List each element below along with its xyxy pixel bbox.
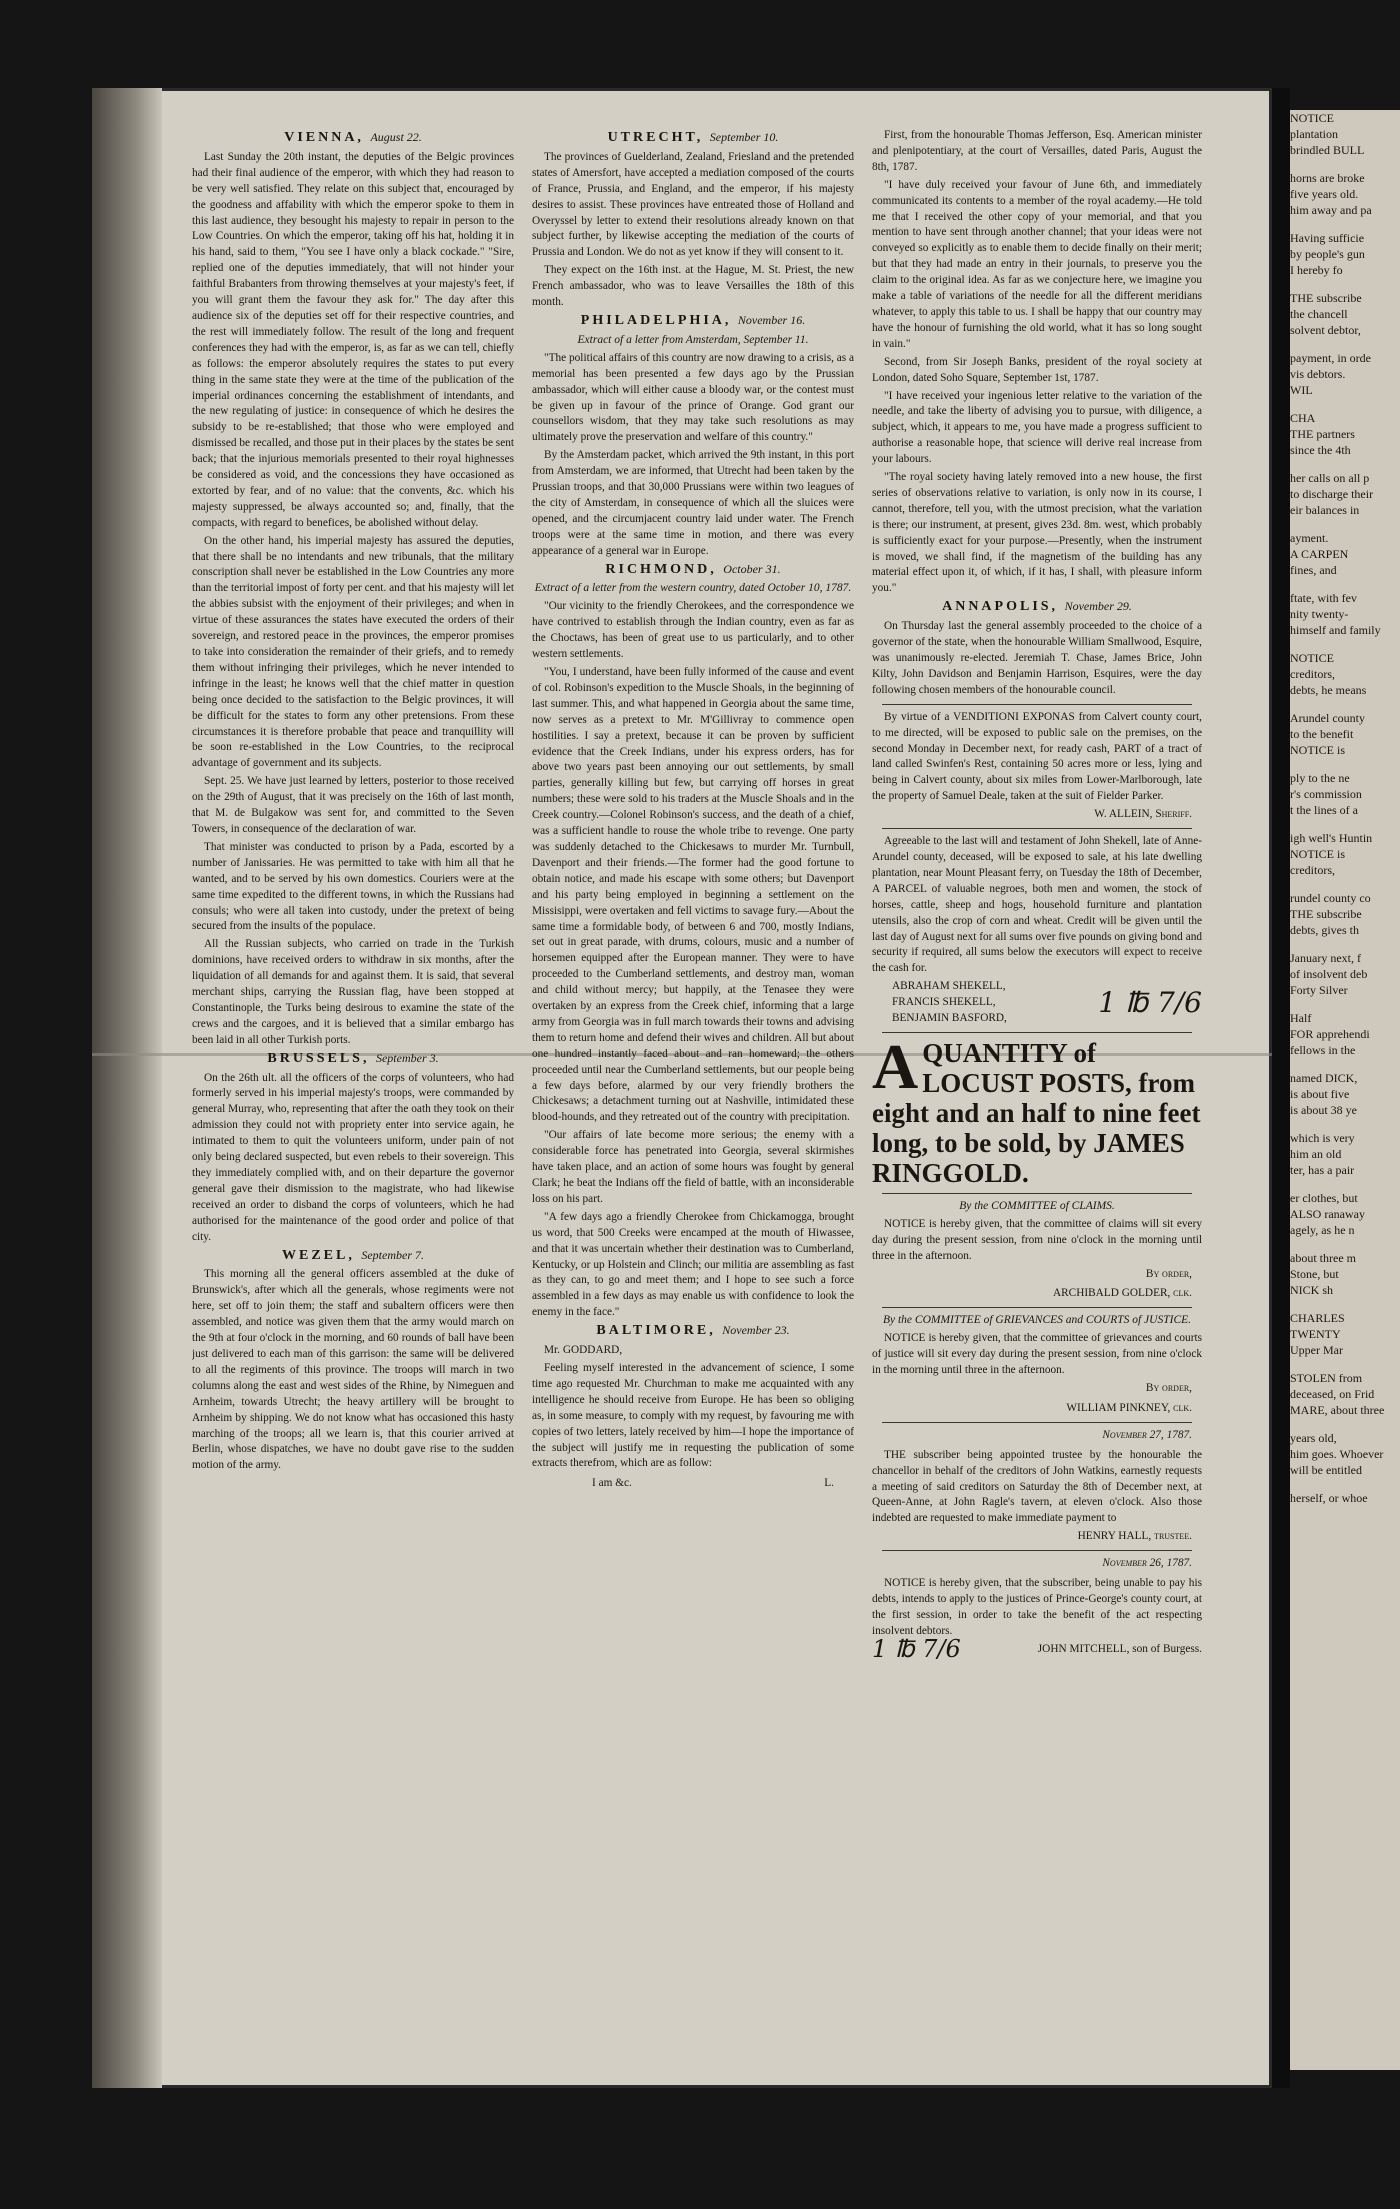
adjacent-page-line: him away and pa (1290, 203, 1372, 217)
adjacent-page-line: creditors, (1290, 667, 1335, 681)
divider (882, 1550, 1192, 1551)
article-paragraph: "I have duly received your favour of June 6th, and immediately communicated its contents to a member of the royal academy.—He told me that I received the other copy of your memorial, and that you mention to have sent through another channel; that your ideas were not conveyed so explicitly as to enable them to decide finally on their merit; but that they had made an entry in their journals, to preserve you the claim to the original idea. As far as we conjecture here, we imagine you make a table of variations of the needle for all the different meridians whatever, to apply this table to us. I shall be happy that our country may have the honour of furnishing the old world, what it has so long sought in vain." (872, 178, 1202, 350)
adjacent-page-line: STOLEN from (1290, 1371, 1363, 1385)
adjacent-page-line: rundel county co (1290, 891, 1371, 905)
locust-posts-ad: AQUANTITY of LOCUST POSTS, from eight and an half to nine feet long, to be sold, by JAMES RINGGOLD. (872, 1030, 1201, 1188)
adjacent-page-line: him an old (1290, 1147, 1342, 1161)
article-paragraph: The provinces of Guelderland, Zealand, Friesland and the pretended states of Amersfort, have accepted a mediation composed of the courts of France, Prussia, and England, and the emperor, if his majesty desires to assist. These provinces have entreated those of Holland and Overyssel by letter to extend their resolutions already known on that subject further, by likewise accepting the mediation of the courts of Prussia and London. We do not as yet know if they will consent to it. (532, 150, 854, 259)
article-paragraph: First, from the honourable Thomas Jefferson, Esq. American minister and plenipotentiary, at the court of Versailles, dated Paris, August the 8th, 1787. (872, 129, 1202, 173)
adjacent-page-line: Forty Silver (1290, 983, 1348, 997)
letter-closing: I am &c. (592, 1477, 632, 1490)
advertisement: By virtue of a VENDITIONI EXPONAS from Calvert county court, to me directed, will be exposed to public sale on the premises, on the second Monday in December next, for ready cash, PART of a tract of land called Swinfen's Rest, containing 50 acres more or less, lying and being in Calvert county, about six miles from Lower-Marlborough, late the property of Samuel Deale, taken at the suit of Fielder Parker. (872, 710, 1202, 803)
salutation: Mr. GODDARD, (544, 1344, 623, 1357)
adjacent-page-line: vis debtors. (1290, 367, 1346, 381)
ad-signature: BENJAMIN BASFORD, (892, 1012, 1007, 1025)
adjacent-page-line: NOTICE is (1290, 847, 1345, 861)
adjacent-page-line: ALSO ranaway (1290, 1207, 1365, 1221)
adjacent-page-line: I hereby fo (1290, 263, 1343, 277)
adjacent-page-line: Upper Mar (1290, 1343, 1343, 1357)
divider (882, 1307, 1192, 1308)
adjacent-page-line: by people's gun (1290, 247, 1365, 261)
ad-signature: FRANCIS SHEKELL, (892, 996, 996, 1009)
adjacent-page-line: named DICK, (1290, 1071, 1358, 1085)
adjacent-page-line: himself and family (1290, 623, 1381, 637)
dateline-wezel: WEZEL, September 7. (281, 1247, 424, 1263)
article-paragraph: All the Russian subjects, who carried on trade in the Turkish dominions, have received orders to withdraw in six months, after the liquidation of all demands for and against them. It is said, that several merchant ships, carrying the Russian flag, have been stopped at Constantinople, the Turks being desirous to examine the state of the crews and the cargoes, and it is believed that a similar embargo has been laid in all other Turkish ports. (192, 938, 514, 1046)
article-paragraph: On the other hand, his imperial majesty has assured the deputies, that there shall be no intendants and new tribunals, that the military conscription shall never be established in the Low Countries any more than the territorial impost of forty per cent. and that his majesty will let the abbies subsist with the enjoyment of their privileges; and when in virtue of these assurances the states have executed the orders of their sovereign, and restored peace in the provinces, the emperor promises to take into consideration the remainder of their griefs, and to remedy them without infringing their privileges, which he never intended to infringe in the least; he knows well that the chief matter in question being once decided to the satisfaction to the Belgic provinces, it will be difficult for the states to form any other pretensions. From these circumstances it is therefore probable that peace and tranquillity will be soon re-established in the Low Countries, to the reciprocal advantage of government and its subjects. (192, 534, 514, 770)
adjacent-page-line: solvent debtor, (1290, 323, 1361, 337)
divider (882, 1032, 1192, 1033)
adjacent-page-line: five years old. (1290, 187, 1359, 201)
page-edge-shadow (1272, 88, 1290, 2088)
dateline-vienna: VIENNA, August 22. (284, 130, 422, 145)
adjacent-page-line: since the 4th (1290, 443, 1351, 457)
adjacent-page-line: her calls on all p (1290, 471, 1370, 485)
article-paragraph: Sept. 25. We have just learned by letters, posterior to those received on the 29th of August, that it was precisely on the 16th of last month, that M. de Bulgakow was sent for, and committed to the Seven Towers, in consequence of the declaration of war. (192, 775, 514, 835)
dateline-philadelphia: PHILADELPHIA, November 16. (580, 312, 806, 328)
adjacent-page-line: NICK sh (1290, 1283, 1334, 1297)
letter-initial: L. (824, 1477, 834, 1490)
column-3 (872, 128, 1202, 2028)
adjacent-page-line: NOTICE is (1290, 743, 1345, 757)
advertisement: Agreeable to the last will and testament of John Shekell, late of Anne-Arundel county, deceased, will be exposed to sale, at his late dwelling plantation, near Mount Pleasant ferry, on Tuesday the 18th of December, A PARCEL of valuable negroes, both men and women, the stock of horses, cattle, sheep and hogs, household furniture and plantation utensils, also the crop of corn and wheat. Credit will be given until the last day of August next for all sums over five pounds on giving bond and security if required, all sums below the executors will expect to receive the cash for. (872, 835, 1202, 975)
column-2 (532, 128, 854, 2028)
adjacent-page-line: to the benefit (1290, 727, 1354, 741)
adjacent-page-line: Arundel county (1290, 711, 1365, 725)
notice-text: NOTICE is hereby given, that the committee of grievances and courts of justice will sit every day during the present session, from nine o'clock in the morning until three in the afternoon. (872, 1332, 1202, 1377)
article-paragraph: "You, I understand, have been fully informed of the cause and event of col. Robinson's expedition to the Muscle Shoals, in the beginning of last summer. This, and what happened in Georgia about the same time, now serves as a pretext to Mr. M'Gillivray to commence open hostilities. I say a pretext, because it can be proven by sufficient evidence that the Creek Indians, under his express orders, has for above two years past been annoying our out settlements, by small parties, generally killing but few, but carrying off horses in great numbers; these were sold to his traders at the Muscle Shoals and in the Creek country.—Colonel Robinson's success, and the death of a chief, was a sufficient handle to rouse the whole tribe to revenge. One party was suddenly detached to the Chickesaws to murder Mr. Turnbull, Davenport and their friends.—The former had the good fortune to obtain notice, and made his escape with some others; but Davenport and his party being employed in beginning a settlement on the Missisippi, were overtaken and fell victims to savage fury.—About the same time a formidable body, of between 6 and 700, mostly Indians, set out in great parade, with drums, colours, music and a number of horsemen equipped after the European manner. They were to have proceeded to the Cumberland settlements, and destroy man, woman and child without mercy; but happily, at the Tenasee they were overtaken by an express from the Creek chief, informing that a large army from Georgia was in full march towards their towns and advising them to return home and defend their wives and children. All but about one hundred instantly faced about and ran homeward; the others proceeded until near the Cumberland settlements, but our people being a few days before, alarmed by our very friendly brothers the Chickesaws; a detachment turning out at Nashville, intimidated these blood-hounds, and they retreated out of the country with precipitation. (532, 666, 854, 1124)
notice-signature: JOHN MITCHELL, son of Burgess. (1037, 1642, 1202, 1655)
notice-signature: ARCHIBALD GOLDER, clk. (1052, 1287, 1192, 1300)
column-1 (192, 128, 514, 2028)
notice-text: THE subscriber being appointed trustee by the honourable the chancellor in behalf of the creditors of John Watkins, earnestly requests a meeting of said creditors on Saturday the 8th of December next, at Queen-Anne, at John Ragle's tavern, at eleven o'clock. Also those indebted are requested to make immediate payment to (872, 1448, 1202, 1525)
adjacent-page-line: ayment. (1290, 531, 1329, 545)
adjacent-page-line: January next, f (1290, 951, 1361, 965)
adjacent-page-line: ter, has a pair (1290, 1163, 1355, 1177)
divider (882, 704, 1192, 705)
adjacent-page-line: plantation (1290, 127, 1338, 141)
article-paragraph: Last Sunday the 20th instant, the deputies of the Belgic provinces had their final audience of the emperor, with which they had reason to be very well satisfied. They relate on this subject that, encouraged by the goodness and affability with which the emperor spoke to them in this last audience, they besought his majesty to repair in person to the Low Countries. On which the emperor, taking off his hat, holding it in his hand, said to them, "You see I have only a black cockade." "Sire, replied one of the deputies immediately, that will not hinder your faithful Brabanters from throwing themselves at your majesty's feet, if you will grant them the favour they ask for." The day after this audience six of the deputies set off for their respective countries, and the rest will immediately follow. The result of the long and frequent conferences they had with the emperor, is, as far as we can tell, chiefly as follows: the emperor absolutely requires the states to put every thing in the same state they were at the time of the publication of the imperial ordinances concerning the establishment of intendants, and the new regulating of justice: in consequence of which he desires the subsidy to be re-established; that those who were employed and dismissed be recalled, and those put in their places by the states be sent back; that the injurious memorials presented to their royal highnesses be considered as void, and the concessions they have occasioned as extorted by fear, and of no value: that the convents, &c. which his majesty suppressed, be always accounted so; and, finally, that the compacts, with regard to benefices, be abolished without delay. (192, 150, 514, 529)
adjacent-page-line: WIL (1290, 383, 1313, 397)
adjacent-page-line: TWENTY (1290, 1327, 1341, 1341)
adjacent-page-line: NOTICE (1290, 651, 1334, 665)
divider (882, 1193, 1192, 1194)
adjacent-page-line: eir balances in (1290, 503, 1360, 517)
adjacent-page-line: ftate, with fev (1290, 591, 1357, 605)
dateline-utrecht: UTRECHT, September 10. (607, 130, 779, 145)
newspaper-page (92, 88, 1272, 2088)
adjacent-page-line: ply to the ne (1290, 771, 1350, 785)
adjacent-page-line: the chancell (1290, 307, 1348, 321)
handwritten-mark: 1 ℔ 7/6 (1098, 986, 1202, 1020)
article-paragraph: Second, from Sir Joseph Banks, president of the royal society at London, dated Soho Square, September 1st, 1787. (872, 355, 1202, 384)
adjacent-page-line: deceased, on Frid (1290, 1387, 1375, 1401)
adjacent-page-line: THE partners (1290, 427, 1355, 441)
adjacent-page-strip (1290, 110, 1400, 2070)
adjacent-page-line: A CARPEN (1290, 547, 1349, 561)
adjacent-page-line: brindled BULL (1290, 143, 1365, 157)
dateline-baltimore: BALTIMORE, November 23. (596, 1323, 790, 1339)
divider (882, 828, 1192, 829)
notice-signature: HENRY HALL, trustee. (1077, 1530, 1192, 1543)
article-paragraph: This morning all the general officers assembled at the duke of Brunswick's, after which all the generals, whose regiments were not here, set off to join them; the staff and subaltern officers were then assembled, and notice was given them that the army would march on the 9th at four o'clock in the morning, and 60 rounds of ball have been just delivered to each man of this garrison: the same will be delivered to all the regiments of this province. The troops will march in two columns along the east and west sides of the Rhine, by Nimeguen and Arnheim, towards Utrecht; the heavy artillery will be brought to Arnheim by shipping. We do not know what has occasioned this hasty marching of the troops; all we learn is, that this courier arrived at Berlin, whose dispatches, we have no doubt gave rise to the sudden motion of the army. (192, 1268, 514, 1472)
article-paragraph: By the Amsterdam packet, which arrived the 9th instant, in this port from Amsterdam, we are informed, that Utrecht had been taken by the Prussian troops, and that 30,000 Prussians were within two leagues of the city of Amsterdam, in consequence of which all the sluices were opened, and the circumjacent country laid under water. The French troops were at the same time in motion, and there was every appearance of a general war in Europe. (532, 449, 854, 557)
adjacent-page-line: CHARLES (1290, 1311, 1345, 1325)
adjacent-page-line: MARE, about three (1290, 1403, 1385, 1417)
ad-signature: ABRAHAM SHEKELL, (892, 980, 1006, 993)
adjacent-page-line: NOTICE (1290, 111, 1334, 125)
article-paragraph: Feeling myself interested in the advancement of science, I some time ago requested Mr. Churchman to make me acquainted with any intelligence he should receive from Europe. He has been so obliging as, in some measure, to comply with my request, by favouring me with copies of two letters, lately received by him—I hope the importance of the subject will justify me in requesting the publication of some extracts therefrom, which are as follow: (532, 1361, 854, 1470)
article-paragraph: They expect on the 16th inst. at the Hague, M. St. Priest, the new French ambassador, who was to leave Versailles the 18th of this month. (532, 264, 854, 309)
article-paragraph: "The royal society having lately removed into a new house, the first series of observations relative to variation, is only now in its course, I cannot, therefore, tell you, with the utmost precision, what the variation is there; our instrument, at present, gives 23d. 8m. west, which probably is sufficiently exact for your purpose.—Presently, when the instrument is moved, we shall find, if the magnetism of the building has any material effect upon it, of which, if it has, I shall, with pleasure inform you." (872, 471, 1202, 595)
adjacent-page-line: is about 38 ye (1290, 1103, 1357, 1117)
notice-text: NOTICE is hereby given, that the committee of claims will sit every day during the present session, from nine o'clock in the morning until three in the afternoon. (872, 1217, 1202, 1262)
adjacent-page-line: creditors, (1290, 863, 1335, 877)
dateline-annapolis: ANNAPOLIS, November 29. (942, 599, 1132, 615)
adjacent-page-line: payment, in orde (1290, 351, 1371, 365)
notice-signature: WILLIAM PINKNEY, clk. (1066, 1401, 1192, 1414)
handwritten-mark: 1 ℔ 7/6 (872, 1634, 961, 1663)
adjacent-page-line: debts, he means (1290, 683, 1367, 697)
adjacent-page-line: herself, or whoe (1290, 1491, 1368, 1505)
notice-by-order: By order, (1145, 1267, 1192, 1280)
adjacent-page-line: is about five (1290, 1087, 1350, 1101)
adjacent-page-line: r's commission (1290, 787, 1362, 801)
adjacent-page-line: to discharge their (1290, 487, 1374, 501)
adjacent-page-line: Having sufficie (1290, 231, 1365, 245)
article-paragraph: On Thursday last the general assembly proceeded to the choice of a governor of the state, when the honourable William Smallwood, Esquire, was unanimously re-elected. Jeremiah T. Chase, James Brice, John Kilty, John Davidson and Benjamin Harrison, Esquires, were the day following chosen members of the honourable council. (872, 620, 1202, 696)
binding-gutter (92, 88, 162, 2088)
article-paragraph: On the 26th ult. all the officers of the corps of volunteers, who had formerly served in his imperial majesty's troops, were commanded by general Murray, who, representing that after the oath they took on their admission they could not with propriety enter into service again, he intimated to them to quit the volunteers uniform, under pain of not only being declared suspected, but even rebels to their sovereign. This they immediately complied with, and on their departure the governor general gave their dismission to the magistrate, who had likewise received an order to disband the corps of volunteers, which he had authorised for the maintenance of the good order and police of that city. (192, 1071, 514, 1243)
notice-date: November 26, 1787. (1102, 1557, 1192, 1570)
extract-heading: Extract of a letter from the western country, dated October 10, 1787. (534, 582, 852, 595)
divider (882, 1422, 1192, 1423)
notice-date: November 27, 1787. (1102, 1428, 1192, 1441)
adjacent-page-line: THE subscribe (1290, 291, 1362, 305)
ad-signature: W. ALLEIN, Sheriff. (1094, 808, 1192, 821)
adjacent-page-line: will be entitled (1290, 1463, 1362, 1477)
adjacent-page-line: er clothes, but (1290, 1191, 1358, 1205)
adjacent-page-line: horns are broke (1290, 171, 1365, 185)
adjacent-page-line: t the lines of a (1290, 803, 1358, 817)
adjacent-page-line: of insolvent deb (1290, 967, 1368, 981)
adjacent-page-line: agely, as he n (1290, 1223, 1355, 1237)
dateline-brussels: BRUSSELS, September 3. (267, 1050, 439, 1066)
adjacent-page-line: about three m (1290, 1251, 1356, 1265)
adjacent-page-line: igh well's Huntin (1290, 831, 1373, 845)
notice-by-order: By order, (1145, 1382, 1192, 1394)
adjacent-page-line: fellows in the (1290, 1043, 1356, 1057)
notice-heading: By the COMMITTEE of CLAIMS. (959, 1199, 1115, 1212)
adjacent-page-line: nity twenty- (1290, 607, 1349, 621)
adjacent-page-line: Half (1290, 1011, 1312, 1025)
adjacent-page-line: THE subscribe (1290, 907, 1362, 921)
extract-heading: Extract of a letter from Amsterdam, September 11. (577, 333, 809, 346)
adjacent-page-line: him goes. Whoever (1290, 1447, 1384, 1461)
adjacent-page-line: debts, gives th (1290, 923, 1359, 937)
adjacent-page-line: CHA (1290, 411, 1316, 425)
article-paragraph: "A few days ago a friendly Cherokee from Chickamogga, brought us word, that 500 Creeks were encamped at the mouth of Hiwassee, and that it was uncertain whether their destination was to Cumberland, Kentucky, or up Holstein and Clinch; our militia are assembling as fast as they can, to go and meet them; and I hope to see such a force assembled in a few days as may enable us with confidence to look the enemy in the face." (532, 1210, 854, 1319)
notice-text: NOTICE is hereby given, that the subscriber, being unable to pay his debts, intends to apply to the justices of Prince-George's county court, at the first session, in order to take the benefit of the act respecting insolvent debtors. (872, 1577, 1202, 1637)
article-paragraph: That minister was conducted to prison by a Pada, escorted by a number of Janissaries. He was permitted to take with him all that he wanted, and to be served by his own domestics. Couriers were at the same time expedited to the different towns, in which the Russians had consuls; who were all taken into custody, under the pretext of being secured from the insults of the populace. (192, 840, 514, 933)
adjacent-page-line: which is very (1290, 1131, 1355, 1145)
adjacent-page-line: FOR apprehendi (1290, 1027, 1370, 1041)
article-paragraph: "I have received your ingenious letter relative to the variation of the needle, and take the liberty of advising you to pursue, with diligence, a subject, which, it appears to me, you have made a progress sufficient to authorise a reasonable hope, that science will derive real increase from your labours. (872, 389, 1202, 466)
article-paragraph: "Our affairs of late become more serious; the enemy with a considerable force has penetrated into Georgia, several skirmishes have taken place, and an action of some hours was fought by general Clark; he beat the Indians off the field of battle, with an inconsiderable loss on his part. (532, 1129, 854, 1205)
article-paragraph: "Our vicinity to the friendly Cherokees, and the correspondence we have contrived to establish through the Indian country, even as far as the Choctaws, has been of great use to us particularly, and to other western settlements. (532, 600, 854, 661)
adjacent-page-line: fines, and (1290, 563, 1337, 577)
adjacent-page-line: years old, (1290, 1431, 1337, 1445)
adjacent-page-line: Stone, but (1290, 1267, 1339, 1281)
notice-heading: By the COMMITTEE of GRIEVANCES and COURTS of JUSTICE. (882, 1314, 1192, 1327)
article-paragraph: "The political affairs of this country are now drawing to a crisis, as a memorial has been presented a few days ago by the Prussian ambassador, which will either cause a bloody war, or the contest must be given up in favour of the prince of Orange. God grant our counsellors wisdom, that they may take such resolutions as may ultimately prove the preservation and welfare of this country." (532, 351, 854, 444)
dateline-richmond: RICHMOND, October 31. (605, 561, 781, 577)
